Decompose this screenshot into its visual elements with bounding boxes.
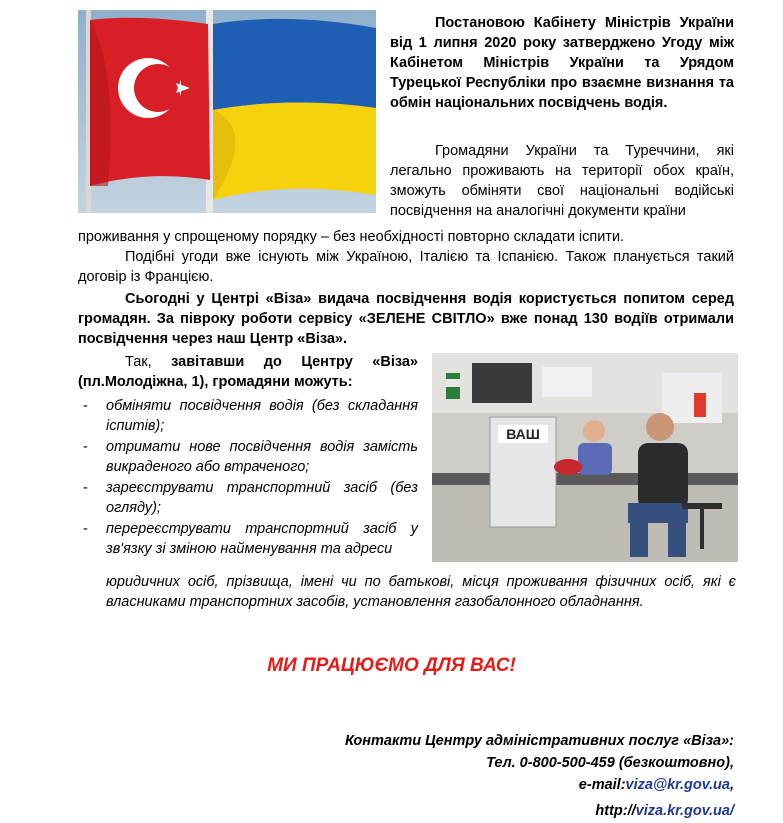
intro-bold-paragraph: Постановою Кабінету Міністрів України від 1 липня 2020 року затверджено Угоду між Кабінетом Міністрів України та Урядом Турецької Республіки про взаємне визнання та обмін національних посвідчень водія. (390, 15, 734, 111)
contacts-title: Контакти Центру адміністративних послуг «Віза»: (345, 733, 734, 749)
list-item: - перереєструвати транспортний засіб у зв'язку зі зміною найменування та адреси (78, 519, 418, 559)
services-lead-plain: Так, (125, 354, 152, 370)
list-item: - отримати нове посвідчення водія замість викраденого або втраченого; (78, 437, 418, 477)
site-label: http:// (595, 803, 636, 819)
intro-paragraph-3: Подібні угоди вже існують між Україною, Італією та Іспанією. Також планується такий договір із Францією. (78, 249, 734, 285)
intro-paragraph-4: Сьогодні у Центрі «Віза» видача посвідчення водія користується попитом серед громадян. За півроку роботи сервісу «ЗЕЛЕНЕ СВІТЛО» вже понад 130 водіїв отримали посвідчення через наш Центр «Віза». (78, 291, 734, 347)
office-photo (432, 353, 738, 562)
services-lead-bold: завітавши до Центру «Віза» (пл.Молодіжна, 1), громадяни можуть: (78, 354, 418, 390)
list-item: - зареєструвати транспортний засіб (без огляду); (78, 478, 418, 518)
contacts-phone: Тел. 0-800-500-459 (безкоштовно), (486, 755, 734, 771)
services-tail: юридичних осіб, прізвища, імені чи по батькові, місця проживання фізичних осіб, які є власниками транспортних засобів, установлення газобалонного обладнання. (106, 574, 736, 610)
photo-counter-sign: ВАШ (506, 426, 540, 442)
email-label: e-mail: (578, 777, 626, 793)
contacts-site-line (200, 801, 734, 821)
flags-image (78, 10, 376, 213)
services-lead (78, 352, 418, 392)
slogan: МИ ПРАЦЮЄМО ДЛЯ ВАС! (267, 655, 516, 676)
intro-paragraph-2-rest: проживання у спрощеному порядку – без необхідності повторно складати іспити. (78, 229, 625, 245)
site-link[interactable]: viza.kr.gov.ua/ (635, 803, 734, 819)
list-item: - обміняти посвідчення водія (без складання іспитів); (78, 396, 418, 436)
contacts-email-line (200, 775, 734, 795)
email-suffix: , (729, 777, 734, 793)
services-list (78, 396, 418, 559)
intro-paragraph-2: Громадяни України та Туреччини, які легально проживають на території обох країн, зможуть обміняти свої національні водійські посвідчення на аналогічні документи країни (390, 143, 734, 219)
email-link[interactable]: viza@kr.gov.ua (625, 777, 730, 793)
